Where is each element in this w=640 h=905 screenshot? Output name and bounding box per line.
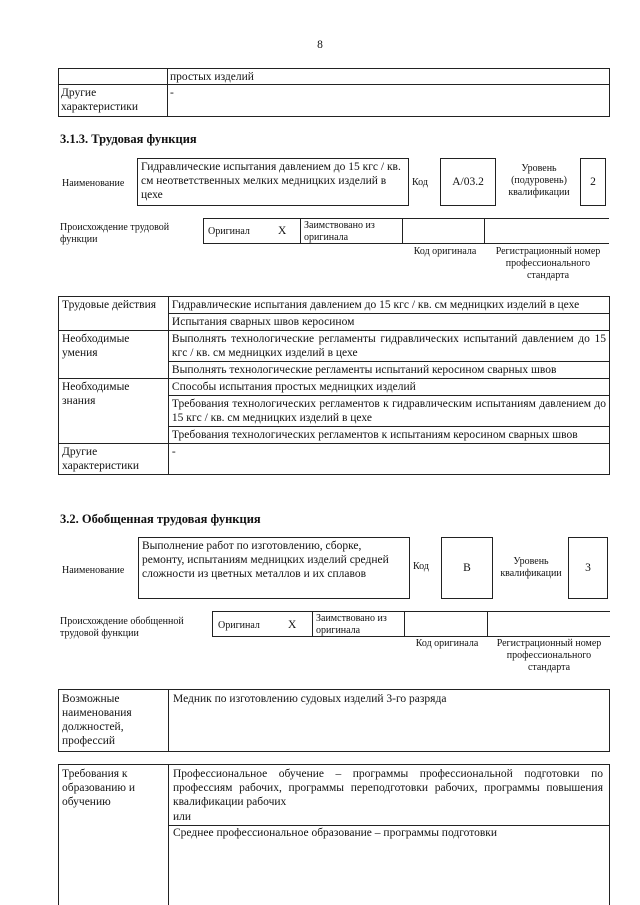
- education-line-2: или: [173, 811, 192, 823]
- section-313-code-value: А/03.2: [440, 158, 496, 206]
- section-32-origin-label: Происхождение обобщенной трудовой функции: [60, 616, 184, 639]
- positions-value: Медник по изготовлению судовых изделий 3-го разряда: [173, 693, 447, 705]
- other-value: -: [168, 444, 609, 475]
- section-32-code-original-label: Код оригинала: [415, 638, 479, 649]
- section-313-origin-label: Происхождение трудовой функции: [60, 222, 170, 245]
- page-number: 8: [317, 39, 323, 51]
- top-table-other-value: -: [170, 87, 174, 99]
- positions-label: Возможные наименования должностей, профессий: [62, 693, 132, 747]
- section-313-heading: 3.1.3. Трудовая функция: [60, 132, 197, 146]
- section-32-original-label: Оригинал: [218, 620, 260, 631]
- section-32-heading: 3.2. Обобщенная трудовая функция: [60, 512, 261, 526]
- section-313-level-value: 2: [580, 158, 606, 206]
- education-line-1: Профессиональное обучение – программы профессиональной подготовки по профессиям рабочих, программы переподготовки рабочих, программы повышения квалификации рабочих: [173, 768, 603, 808]
- section-313-borrowed-label: Заимствовано из оригинала: [304, 220, 375, 243]
- knowledge-label: Необходимые знания: [59, 379, 169, 444]
- top-table-other-label: Другие характеристики: [61, 87, 139, 113]
- section-32-borrowed-label: Заимствовано из оригинала: [316, 613, 387, 636]
- section-313-table: [58, 296, 610, 475]
- actions-item-1: Гидравлические испытания давлением до 15 кгс / кв. см медницких изделий в цехе: [168, 297, 609, 314]
- knowledge-item-2: Требования технологических регламентов к гидравлическим испытаниям давлением до 15 кгс / кв. см медницких изделий в цехе: [168, 396, 609, 427]
- skills-label: Необходимые умения: [59, 331, 169, 379]
- section-32-code-label: Код: [413, 561, 429, 572]
- actions-label: Трудовые действия: [59, 297, 169, 331]
- section-313-original-mark: X: [278, 225, 287, 237]
- top-table-row1-value: простых изделий: [170, 71, 254, 83]
- knowledge-item-3: Требования технологических регламентов к испытаниям керосином сварных швов: [168, 427, 609, 444]
- education-line-3: Среднее профессиональное образование – программы подготовки: [173, 827, 498, 839]
- section-313-original-label: Оригинал: [208, 226, 250, 237]
- section-32-code-value: В: [441, 537, 493, 599]
- actions-item-2: Испытания сварных швов керосином: [168, 314, 609, 331]
- section-32-level-value: 3: [568, 537, 608, 599]
- section-313-code-label: Код: [412, 177, 428, 188]
- knowledge-item-1: Способы испытания простых медницких изделий: [168, 379, 609, 396]
- section-313-name-label: Наименование: [62, 178, 125, 189]
- section-32-reg-number-label: Регистрационный номер профессионального стандарта: [496, 638, 602, 673]
- section-313-name-value: Гидравлические испытания давлением до 15 кгс / кв. см неответственных мелких медницких изделий в цехе: [137, 158, 409, 206]
- section-313-level-label: Уровень (подуровень) квалификации: [508, 163, 570, 198]
- section-313-code-original-label: Код оригинала: [413, 246, 477, 257]
- section-313-reg-number-label: Регистрационный номер профессионального стандарта: [495, 246, 601, 281]
- section-32-name-label: Наименование: [62, 565, 125, 576]
- section-32-original-mark: X: [288, 619, 297, 631]
- section-32-level-label: Уровень квалификации: [500, 556, 562, 579]
- section-32-name-value: Выполнение работ по изготовлению, сборке, ремонту, испытаниям медницких изделий средней сложности из цветных металлов и их сплавов: [138, 537, 410, 599]
- skills-item-1: Выполнять технологические регламенты гидравлических испытаний давлением до 15 кгс / кв. см медницких изделий в цехе: [168, 331, 609, 362]
- education-label: Требования к образованию и обучению: [62, 768, 135, 808]
- skills-item-2: Выполнять технологические регламенты испытаний керосином сварных швов: [168, 362, 609, 379]
- other-label: Другие характеристики: [59, 444, 169, 475]
